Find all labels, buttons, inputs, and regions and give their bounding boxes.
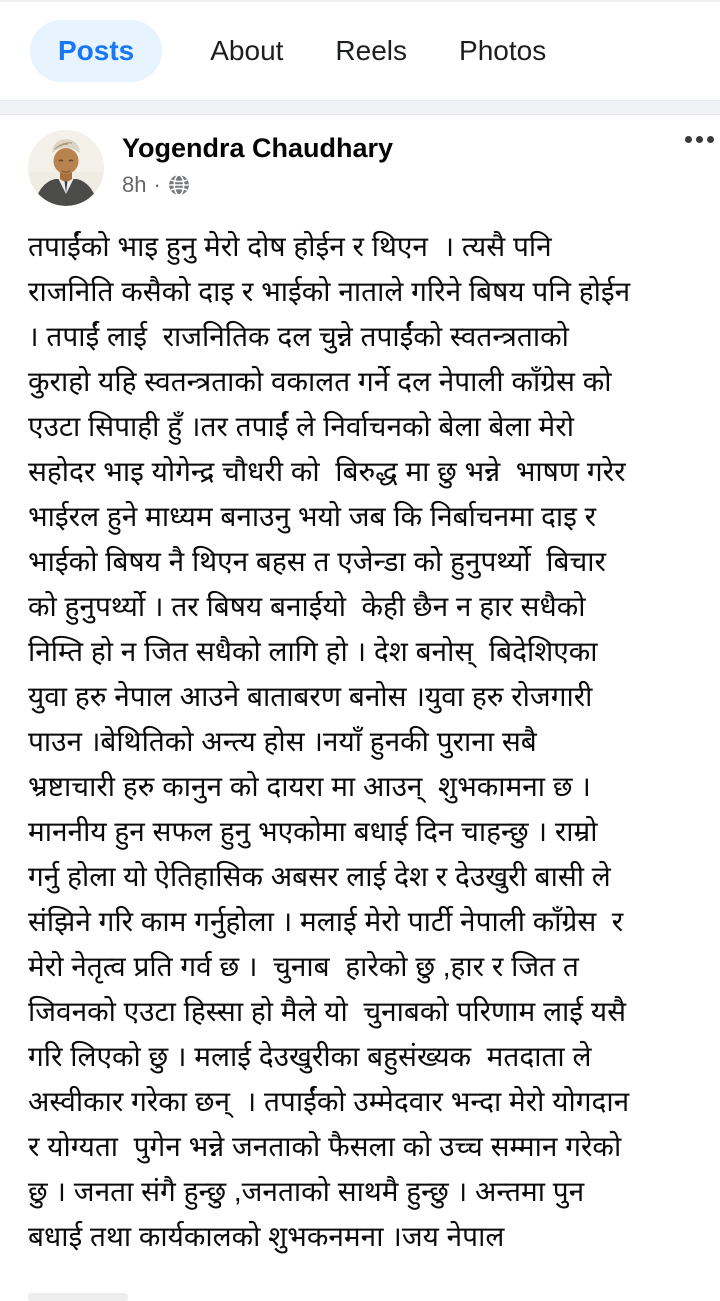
post-text-line: अस्वीकार गरेका छन् । तपाईंको उम्मेदवार भन्दा मेरो योगदान bbox=[28, 1086, 630, 1117]
post-text bbox=[28, 224, 696, 1259]
post-text-line: गर्नु होला यो ऐतिहासिक अबसर लाई देश र देउखुरी बासी ले bbox=[28, 861, 611, 892]
post-text-line: तपाईंको भाइ हुनु मेरो दोष होईन र थिएन । त्यसै पनि bbox=[28, 231, 552, 262]
post-text-line: भाईको बिषय नै थिएन बहस त एजेन्डा को हुनुपर्थ्यो बिचार bbox=[28, 546, 606, 577]
more-options-button[interactable] bbox=[679, 132, 698, 147]
post-text-line: गरि लिएको छु । मलाई देउखुरीका बहुसंख्यक मतदाता ले bbox=[28, 1041, 592, 1072]
tab-about[interactable]: About bbox=[210, 35, 284, 66]
post-text-line: । तपाईं लाई राजनितिक दल चुन्ने तपाईंको स्वतन्त्रताको bbox=[28, 321, 569, 352]
post-text-line: र योग्यता पुगेन भन्ने जनताको फैसला को उच्च सम्मान गरेको bbox=[28, 1131, 622, 1162]
meta-separator: · bbox=[153, 171, 161, 197]
tab-photos[interactable]: Photos bbox=[459, 35, 547, 66]
tab-reels[interactable]: Reels bbox=[335, 35, 408, 66]
timestamp[interactable]: 8h bbox=[122, 171, 147, 197]
post-text-line: राजनिति कसैको दाइ र भाईको नाताले गरिने बिषय पनि होईन bbox=[28, 276, 631, 307]
post-text-line: छु । जनता संगै हुन्छु ,जनताको साथमै हुन्छु । अन्तमा पुन bbox=[28, 1176, 585, 1207]
post-text-line: को हुनुपर्थ्यो । तर बिषय बनाईयो केही छैन न हार सधैको bbox=[28, 591, 586, 622]
tab-posts[interactable]: Posts bbox=[30, 20, 162, 82]
profile-tab-bar bbox=[0, 0, 720, 100]
post-text-line: सहोदर भाइ योगेन्द्र चौधरी को बिरुद्ध मा छु भन्ने भाषण गरेर bbox=[28, 456, 626, 487]
post-text-line: जिवनको एउटा हिस्सा हो मैले यो चुनाबको परिणाम लाई यसै bbox=[28, 996, 627, 1027]
post-text-line: माननीय हुन सफल हुनु भएकोमा बधाई दिन चाहन्छु । राम्रो bbox=[28, 816, 598, 847]
post-text-line: युवा हरु नेपाल आउने बाताबरण बनोस ।युवा हरु रोजगारी bbox=[28, 681, 593, 712]
post-text-line: एउटा सिपाही हुँ ।तर तपाईं ले निर्वाचनको बेला बेला मेरो bbox=[28, 411, 574, 442]
cutoff-artifact bbox=[28, 1293, 128, 1301]
post bbox=[0, 130, 720, 1259]
avatar-photo bbox=[28, 130, 104, 206]
ellipsis-icon bbox=[685, 136, 692, 143]
author-name[interactable]: Yogendra Chaudhary bbox=[122, 133, 394, 163]
post-header-meta bbox=[122, 130, 679, 198]
post-text-line: संझिने गरि काम गर्नुहोला । मलाई मेरो पार्टी नेपाली काँग्रेस र bbox=[28, 906, 624, 937]
post-text-line: भाईरल हुने माध्यम बनाउनु भयो जब कि निर्बाचनमा दाइ र bbox=[28, 501, 597, 532]
post-header bbox=[28, 130, 698, 206]
post-text-line: निम्ति हो न जित सधैको लागि हो । देश बनोस् बिदेशिएका bbox=[28, 636, 598, 667]
post-meta bbox=[122, 172, 679, 198]
post-text-line: पाउन ।बेथितिको अन्त्य होस ।नयाँ हुनकी पुराना सबै bbox=[28, 726, 537, 757]
post-text-line: मेरो नेतृत्व प्रति गर्व छ । चुनाब हारेको छु ,हार र जित त bbox=[28, 951, 579, 982]
section-divider bbox=[0, 100, 720, 115]
post-text-line: भ्रष्टाचारी हरु कानुन को दायरा मा आउन् शुभकामना छ । bbox=[28, 771, 591, 802]
post-text-line: बधाई तथा कार्यकालको शुभकनमना ।जय नेपाल bbox=[28, 1221, 505, 1252]
globe-icon bbox=[168, 174, 190, 196]
post-text-line: कुराहो यहि स्वतन्त्रताको वकालत गर्ने दल नेपाली काँग्रेस को bbox=[28, 366, 612, 397]
avatar[interactable] bbox=[28, 130, 104, 206]
